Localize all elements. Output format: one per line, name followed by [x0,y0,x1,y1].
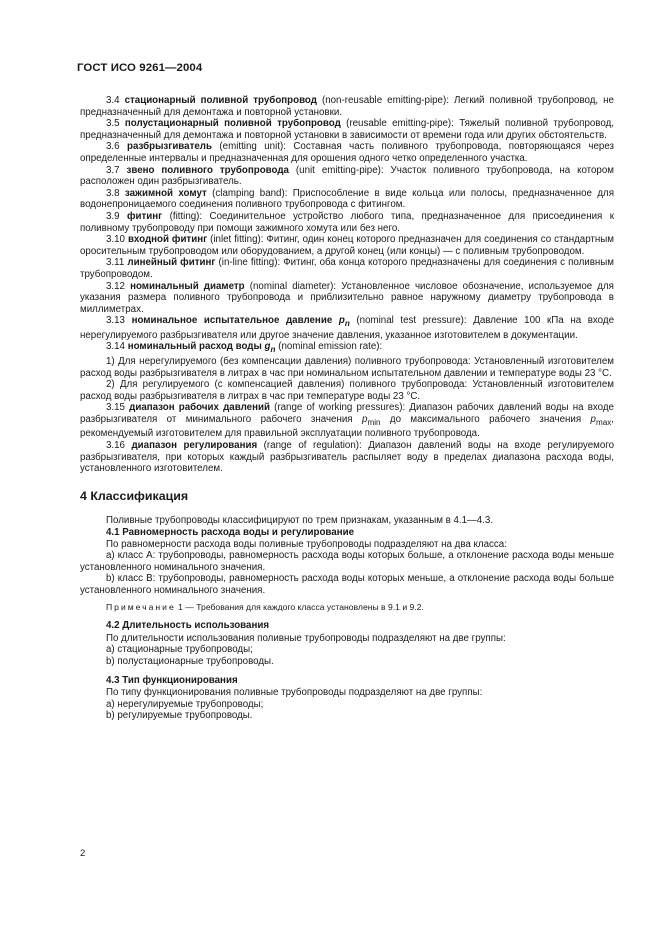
document-header: ГОСТ ИСО 9261—2004 [77,62,203,74]
section-4-1-item-b: b) класс B: трубопроводы, равномерность расхода воды которых меньше, а отклонение расхода воды больше установленного номинального значения. [80,573,614,596]
document-body [80,95,614,722]
term-3-14: 3.14 номинальный расход воды $g_n$ (nominal emission rate): [106,341,383,355]
section-4-intro: Поливные трубопроводы классифицируют по трем признакам, указанным в 4.1—4.3. [106,515,494,527]
term-3-15: 3.15 диапазон рабочих давлений (range of working pressures): Диапазон рабочих давлений воды на входе разбрызгивателя от минимального рабочего значения $p_{min}$ до максимального рабочего значения $p_{max}$, рекомендуемый изготовителем для правильной эксплуатации поливного трубопровода. [80,402,614,440]
section-4-3-title: 4.3 Тип функционирования [106,674,238,686]
section-4-1-note: Примечание 1 — Требования для каждого класса установлены в 9.1 и 9.2. [106,601,424,612]
term-3-4: 3.4 стационарный поливной трубопровод (non-reusable emitting-pipe): Легкий поливной трубопровод, не предназначенный для демонтажа и повторной установки. [80,95,614,118]
section-4-3-item-b: b) регулируемые трубопроводы. [106,710,253,722]
section-4-2-title: 4.2 Длительность использования [106,620,270,632]
section-4-3-lead: По типу функционирования поливные трубопроводы подразделяют на две группы: [106,687,483,699]
term-3-14-item-2: 2) Для регулируемого (с компенсацией давления) поливного трубопровода: Установленный изготовителем расход воды разбрызгивателя в литрах в час при температуре воды 23 °С. [80,379,614,402]
term-3-7: 3.7 звено поливного трубопровода (unit emitting-pipe): Участок поливного трубопровода, на котором расположен один разбрызгиватель. [80,164,614,188]
page-number: 2 [80,848,86,859]
term-3-14-item-1: 1) Для нерегулируемого (без компенсации давления) поливного трубопровода: Установленный изготовителем расход воды разбрызгивателя в литрах в час при номинальном испытательном давлении и температуре воды 23 °С. [80,355,614,379]
term-3-6: 3.6 разбрызгиватель (emitting unit): Составная часть поливного трубопровода, повторяющаяся через определенные интервалы и предназначенная для орошения одного четко определенного участка. [80,141,614,164]
section-4-1-title: 4.1 Равномерность расхода воды и регулирование [106,527,355,538]
term-3-9: 3.9 фитинг (fitting): Соединительное устройство любого типа, предназначенное для присоединения к поливному трубопроводу при помощи зажимного хомута или без него. [80,210,614,234]
section-4-2-lead: По длительности использования поливные трубопроводы подразделяют на две группы: [106,632,506,644]
section-4-2-item-b: b) полустационарные трубопроводы. [106,655,274,667]
term-3-11: 3.11 линейный фитинг (in-line fitting): Фитинг, оба конца которого предназначены для соединения с поливным трубопроводом. [80,257,615,280]
term-3-16: 3.16 диапазон регулирования (range of regulation): Диапазон давлений воды на входе регулируемого разбрызгивателя, при которых каждый разбрызгиватель распыляет воду в пределах диапазона расхода воды, установленного изготовителем. [80,440,615,475]
section-4-1-item-a: a) класс A: трубопроводы, равномерность расхода воды которых больше, а отклонение расхода воды меньше установленного номинального значения. [80,550,614,573]
section-4-2-item-a: a) стационарные трубопроводы; [106,644,253,656]
term-3-13: 3.13 номинальное испытательное давление $p_n$ (nominal test pressure): Давление 100 кПа на входе нерегулируемого разбрызгивателя или другое значение давления, указанное изготовителем в документации. [80,315,615,341]
term-3-12: 3.12 номинальный диаметр (nominal diameter): Установленное числовое обозначение, используемое для указания размера поливного трубопровода и приблизительно равное наружному диаметру трубопровода в миллиметрах. [80,280,614,315]
section-4-1-lead: По равномерности расхода воды поливные трубопроводы подразделяют на два класса: [106,538,507,550]
section-4-3-item-a: a) нерегулируемые трубопроводы; [106,698,264,710]
term-3-8: 3.8 зажимной хомут (clamping band): Приспособление в виде кольца или полосы, предназначенное для водонепроницаемого соединения поливного трубопровода с фитингом. [80,187,614,211]
term-3-10: 3.10 входной фитинг (inlet fitting): Фитинг, один конец которого предназначен для соединения со стандартным оросительным трубопроводом или оборудованием, а другой конец (или концы) — с поливным трубопроводом. [80,234,614,257]
term-3-5: 3.5 полустационарный поливной трубопровод (reusable emitting-pipe): Тяжелый поливной трубопровод, предназначенный для демонтажа и повторной установки в зависимости от времени года или других обстоятельств. [80,118,614,141]
section-4-title: 4 Классификация [80,488,189,503]
